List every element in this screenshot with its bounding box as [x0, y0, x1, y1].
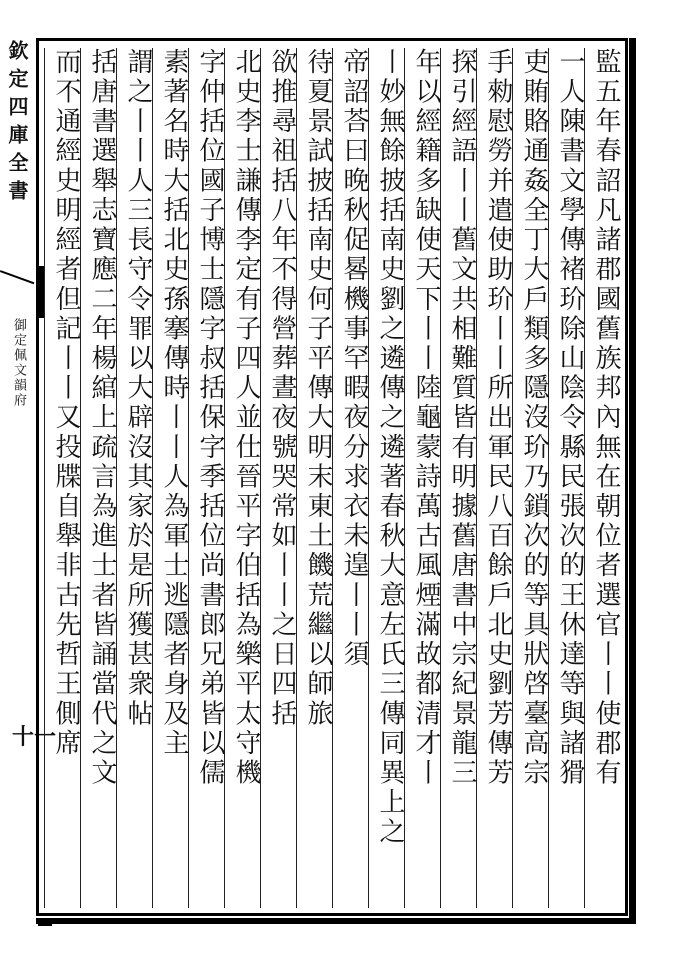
text-column: 北史李士謙傳李定有子四人並仕晉平字伯括為樂平太守機: [224, 48, 268, 908]
text-column: 手勑慰勞并遣使助玠丨丨所出軍民八百餘戶北史劉芳傳芳: [476, 48, 520, 908]
text-columns: [44, 42, 628, 912]
text-column: 吏賄賂通姦全丁大戶類多隱沒玠乃鎖次的等具狀啓臺高宗: [512, 48, 556, 908]
fishtail-mark: [36, 266, 44, 318]
text-column: 探引經語丨丨舊文共相難質皆有明據舊唐書中宗紀景龍三: [440, 48, 484, 908]
page-number: 十一: [12, 724, 57, 750]
text-column: 而不通經史明經者但記丨丨又投牒自舉非古先哲王側席: [44, 48, 88, 908]
text-column: 帝詔荅曰晚秋促晷機事罕暇夜分求衣未遑丨丨須: [332, 48, 376, 908]
text-column: 謂之丨丨人三長守令罪以大辟沒其家於是所獲甚衆帖: [116, 48, 160, 908]
text-column: 監五年春詔凡諸郡國舊族邦內無在朝位者選官丨丨使郡有: [584, 48, 628, 908]
fold-mark: [0, 270, 34, 285]
book-title: 欽定四庫全書: [5, 40, 29, 208]
text-column: 年以經籍多缺使天下丨丨陸龜蒙詩萬古風煙滿故都清才丨: [404, 48, 448, 908]
text-column: 丨妙無餘披括南史劉之遴傳之遴著春秋大意左氏三傳同異上之: [368, 48, 412, 908]
text-column: 待夏景試披括南史何子平傳大明末東土饑荒繼以師旅: [296, 48, 340, 908]
text-column: 字仲括位國子博士隱字叔括保字季括位尚書郎兄弟皆以儒: [188, 48, 232, 908]
corner-mark: [38, 918, 52, 926]
text-column: 欲推尋祖括八年不得營葬晝夜號哭常如丨丨之日四括: [260, 48, 304, 908]
sub-title: 御定佩文韻府: [11, 318, 26, 408]
text-column: 括唐書選舉志寶應二年楊綰上疏言為進士者皆誦當代之文: [80, 48, 124, 908]
text-column: 一人陳書文學傳褚玠除山陰令縣民張次的王休達等與諸猾: [548, 48, 592, 908]
text-column: 素著名時大括北史孫搴傳時丨丨人為軍士逃隱者身及主: [152, 48, 196, 908]
